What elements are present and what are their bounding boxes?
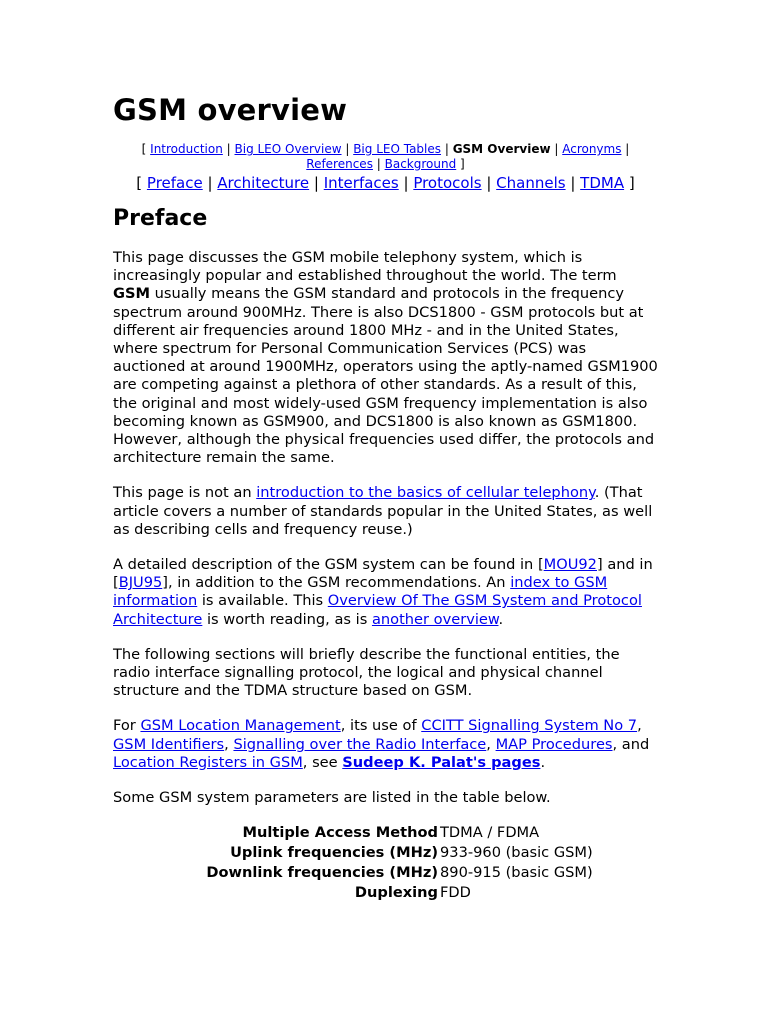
- gsm-parameters-table: [113, 823, 658, 903]
- nav-link-introduction[interactable]: Introduction: [150, 142, 223, 156]
- preface-paragraph-4: The following sections will briefly describe the functional entities, the radio interface signalling protocol, the logical and physical channel structure and the TDMA structure based on GSM.: [113, 645, 620, 700]
- top-navigation: [ Introduction | Big LEO Overview | Big LEO Tables | GSM Overview | Acronyms | References | Background ]: [141, 142, 630, 171]
- param-value: TDMA / FDMA: [440, 824, 540, 842]
- link-sudeep-palat[interactable]: Sudeep K. Palat's pages: [342, 753, 541, 771]
- text-span: .: [540, 753, 546, 771]
- text-span: is worth reading, as is: [202, 610, 372, 628]
- param-label: Uplink frequencies (MHz): [230, 844, 438, 862]
- table-row: [113, 883, 658, 903]
- text-span: usually means the GSM standard and protocols in the frequency spectrum around 900MHz. There is also DCS1800 - GSM protocols but at different air frequencies around 1800 MHz - and in the United States, where spectrum for Personal Communication Services (PCS) was auctioned at around 1900MHz, operators using the aptly-named GSM1900 are competing against a plethora of other standards. As a result of this, the original and most widely-used GSM frequency implementation is also becoming known as GSM900, and DCS1800 is also known as GSM1800. However, although the physical frequencies used differ, the protocols and architecture remain the same.: [113, 285, 658, 467]
- gsm-term: GSM: [113, 285, 151, 303]
- text-span: is available. This: [197, 592, 328, 610]
- link-gsm-system-overview[interactable]: Overview Of The GSM System and Protocol Architecture: [113, 592, 642, 628]
- text-span: . (That article covers a number of standards popular in the United States, as well as describing cells and frequency reuse.): [113, 484, 653, 538]
- link-location-management[interactable]: GSM Location Management: [140, 717, 341, 735]
- link-radio-signalling[interactable]: Signalling over the Radio Interface: [233, 735, 487, 753]
- link-cellular-basics[interactable]: introduction to the basics of cellular telephony: [256, 484, 595, 502]
- link-gsm-index[interactable]: index to GSM information: [113, 574, 608, 610]
- section-link-protocols[interactable]: Protocols: [413, 174, 482, 192]
- text-span: ] and in [: [113, 556, 653, 592]
- text-span: , its use of: [340, 717, 422, 735]
- text-span: For: [113, 717, 141, 735]
- param-value: FDD: [440, 884, 471, 902]
- nav-link-big-leo-tables[interactable]: Big LEO Tables: [353, 142, 442, 156]
- table-row: [113, 823, 658, 843]
- link-ccitt-ss7[interactable]: CCITT Signalling System No 7: [421, 717, 638, 735]
- param-value: 890-915 (basic GSM): [440, 864, 593, 882]
- document-page: [113, 92, 658, 903]
- text-span: , and: [612, 735, 650, 753]
- preface-paragraph-1: [113, 249, 658, 467]
- text-span: ,: [486, 735, 496, 753]
- nav-link-acronyms[interactable]: Acronyms: [562, 142, 622, 156]
- nav-link-background[interactable]: Background: [384, 157, 457, 171]
- text-span: A detailed description of the GSM system can be found in [: [113, 556, 544, 574]
- nav-link-big-leo-overview[interactable]: Big LEO Overview: [234, 142, 342, 156]
- section-link-tdma[interactable]: TDMA: [580, 174, 625, 192]
- preface-heading: Preface: [113, 206, 208, 231]
- preface-paragraph-6: Some GSM system parameters are listed in the table below.: [113, 789, 551, 807]
- text-span: ,: [637, 717, 642, 735]
- param-value: 933-960 (basic GSM): [440, 844, 593, 862]
- nav-current-gsm-overview: GSM Overview: [452, 142, 551, 156]
- nav-link-references[interactable]: References: [306, 157, 373, 171]
- preface-paragraph-3: [113, 556, 658, 629]
- table-row: [113, 863, 658, 883]
- section-link-interfaces[interactable]: Interfaces: [323, 174, 399, 192]
- page-title: GSM overview: [113, 93, 348, 127]
- link-bju95[interactable]: BJU95: [118, 574, 163, 592]
- link-gsm-identifiers[interactable]: GSM Identifiers: [113, 735, 225, 753]
- link-map-procedures[interactable]: MAP Procedures: [495, 735, 613, 753]
- section-link-architecture[interactable]: Architecture: [217, 174, 310, 192]
- param-label: Downlink frequencies (MHz): [206, 864, 438, 882]
- preface-paragraph-2: [113, 484, 658, 539]
- link-location-registers[interactable]: Location Registers in GSM: [113, 753, 303, 771]
- param-label: Multiple Access Method: [242, 824, 438, 842]
- section-link-channels[interactable]: Channels: [496, 174, 566, 192]
- link-mou92[interactable]: MOU92: [543, 556, 597, 574]
- text-span: This page discusses the GSM mobile telephony system, which is increasingly popular and established throughout the world. The term: [113, 249, 617, 285]
- preface-paragraph-5: [113, 717, 658, 772]
- link-another-overview[interactable]: another overview: [371, 610, 499, 628]
- text-span: This page is not an: [113, 484, 257, 502]
- section-navigation: [ Preface | Architecture | Interfaces | Protocols | Channels | TDMA ]: [136, 174, 635, 192]
- text-span: .: [498, 610, 504, 628]
- text-span: ], in addition to the GSM recommendations. An: [162, 574, 511, 592]
- text-span: ,: [224, 735, 234, 753]
- param-label: Duplexing: [354, 884, 438, 902]
- text-span: , see: [302, 753, 343, 771]
- section-link-preface[interactable]: Preface: [146, 174, 203, 192]
- table-row: [113, 843, 658, 863]
